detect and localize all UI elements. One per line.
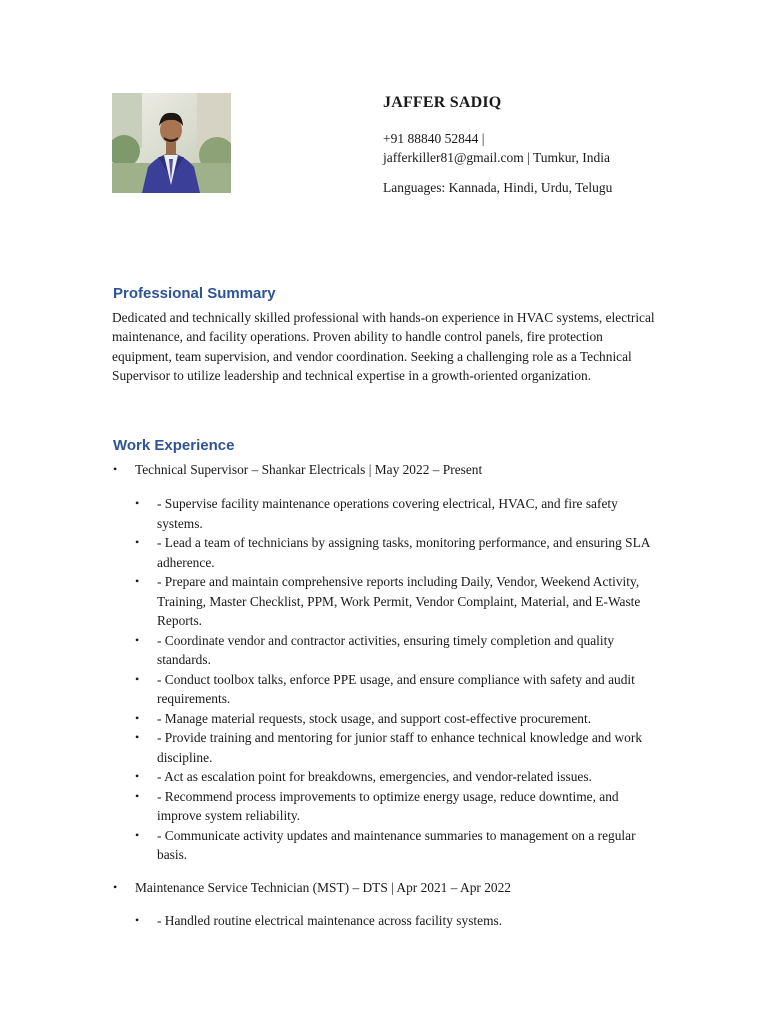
job-heading: Maintenance Service Technician (MST) – DTS | Apr 2021 – Apr 2022 [135, 880, 511, 895]
summary-text: Dedicated and technically skilled professional with hands-on experience in HVAC systems, electrical maintenance, and facility operations. Proven ability to handle control panels, fire protection equipment, team supervision, and vendor coordination. Seeking a challenging role as a Technical Supervisor to utilize leadership and technical expertise in a growth-oriented organization. [112, 310, 655, 384]
duty-text: - Supervise facility maintenance operations covering electrical, HVAC, and fire safety systems. [157, 496, 618, 531]
job-heading: Technical Supervisor – Shankar Electricals | May 2022 – Present [135, 462, 483, 477]
summary-heading: Professional Summary [113, 285, 276, 302]
bullet-icon: • [135, 496, 140, 510]
bullet-icon: • [113, 880, 118, 894]
duty-text: - Coordinate vendor and contractor activities, ensuring timely completion and quality standards. [157, 632, 615, 667]
list-item [135, 767, 665, 787]
bullet-icon: • [135, 574, 140, 588]
bullet-icon: • [135, 769, 140, 783]
list-item [135, 709, 665, 729]
duty-text: - Manage material requests, stock usage, and support cost-effective procurement. [157, 710, 592, 726]
bullet-icon: • [135, 730, 140, 744]
contact-email-location-line: jafferkiller81@gmail.com | Tumkur, India [383, 150, 610, 165]
list-item [135, 572, 665, 631]
bullet-icon: • [135, 788, 140, 803]
list-item [135, 787, 665, 826]
bullet-icon: • [135, 827, 140, 842]
contact-info [383, 129, 683, 167]
languages: Languages: Kannada, Hindi, Urdu, Telugu [383, 180, 613, 195]
list-item [135, 533, 665, 572]
bullet-icon: • [135, 671, 140, 686]
bullet-icon: • [135, 535, 140, 549]
duty-text: - Lead a team of technicians by assigning tasks, monitoring performance, and ensuring SLA adherence. [157, 535, 650, 570]
job-duties-list [135, 911, 665, 931]
list-item [135, 826, 665, 865]
list-item [135, 911, 665, 931]
duty-text: - Conduct toolbox talks, enforce PPE usage, and ensure compliance with safety and audit requirements. [157, 671, 635, 706]
duty-text: - Handled routine electrical maintenance across facility systems. [157, 913, 503, 928]
duty-text: - Act as escalation point for breakdowns, emergencies, and vendor-related issues. [157, 769, 592, 784]
list-item [135, 670, 665, 709]
job-duties-list [135, 494, 665, 865]
duty-text: - Prepare and maintain comprehensive reports including Daily, Vendor, Weekend Activity, Training, Master Checklist, PPM, Work Permit, Vendor Complaint, Material, and E-Waste Reports. [157, 574, 641, 628]
candidate-name: JAFFER SADIQ [383, 94, 502, 111]
contact-phone-line: +91 88840 52844 | [383, 131, 485, 146]
list-item [135, 494, 665, 533]
bullet-icon: • [113, 462, 118, 476]
bullet-icon: • [135, 710, 140, 725]
profile-photo [112, 93, 231, 193]
experience-heading: Work Experience [113, 437, 235, 454]
profile-photo-image [112, 93, 231, 193]
list-item [135, 631, 665, 670]
bullet-icon: • [135, 913, 140, 927]
duty-text: - Provide training and mentoring for junior staff to enhance technical knowledge and work discipline. [157, 730, 643, 765]
duty-text: - Communicate activity updates and maintenance summaries to management on a regular basis. [157, 827, 636, 862]
bullet-icon: • [135, 632, 140, 647]
list-item [135, 728, 665, 767]
duty-text: - Recommend process improvements to optimize energy usage, reduce downtime, and improve system reliability. [157, 788, 619, 823]
